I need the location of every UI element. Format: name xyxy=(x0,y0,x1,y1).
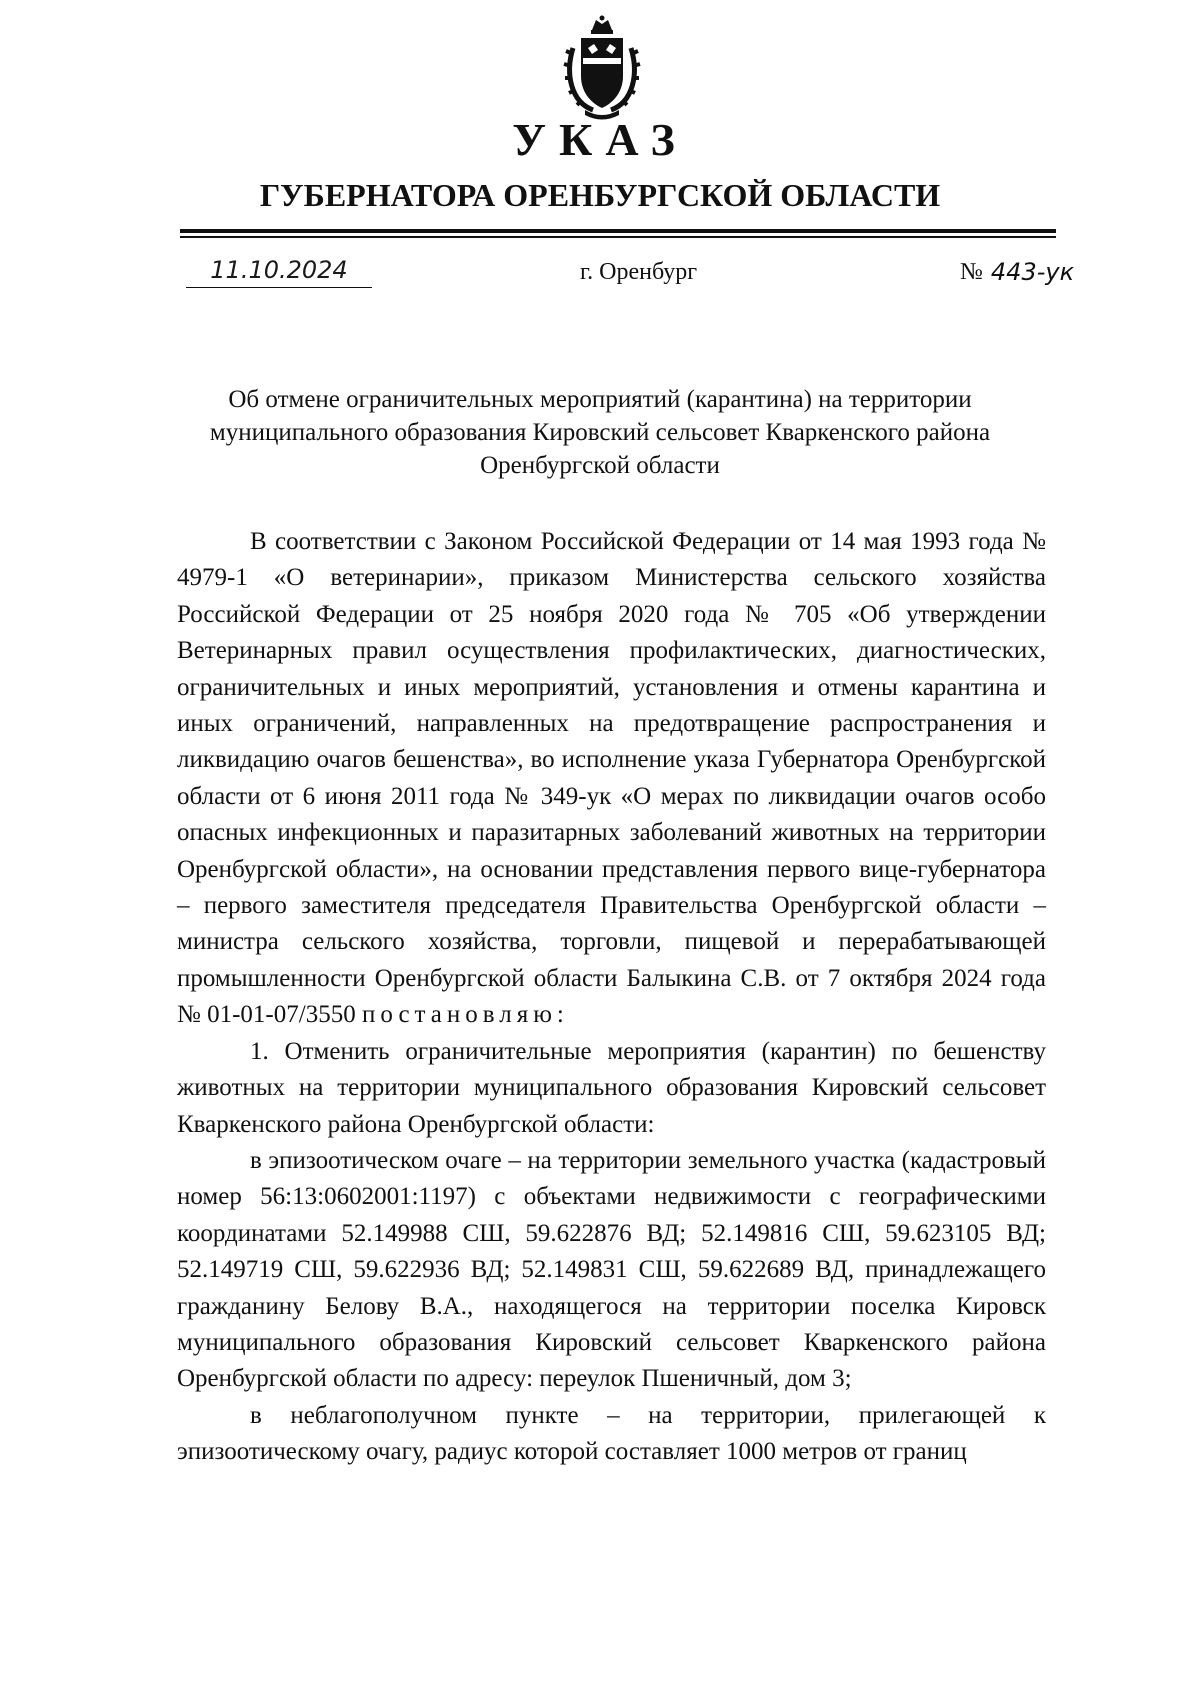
document-city: г. Оренбург xyxy=(580,259,698,285)
preamble-paragraph xyxy=(177,524,1046,1034)
document-title: УКАЗ xyxy=(512,114,688,165)
document-heading: Об отмене ограничительных мероприятий (карантина) на территории муниципального образования Кировский сельсовет Кваркенского района Оренбургской области xyxy=(209,386,991,479)
item-1-paragraph: 1. Отменить ограничительные мероприятия (карантин) по бешенству животных на территории муниципального образования Кировский сельсовет Кваркенского района Оренбургской области: xyxy=(177,1037,1046,1138)
coat-of-arms-icon xyxy=(563,14,641,120)
document-body xyxy=(177,524,1046,1471)
header-divider-thick xyxy=(180,229,1056,233)
zone-paragraph: в неблагополучном пункте – на территории, прилегающей к эпизоотическому очагу, радиус которой составляет 1000 метров от границ xyxy=(177,1401,1046,1466)
document-date: 11.10.2024 xyxy=(186,253,372,288)
document-number-value: 443-ук xyxy=(990,258,1075,287)
number-sign: № xyxy=(960,259,983,286)
decree-word: постановляю: xyxy=(361,1001,569,1029)
header-divider-thin xyxy=(180,236,1056,238)
document-number xyxy=(960,254,1091,289)
preamble-text: В соответствии с Законом Российской Федерации от 14 мая 1993 года № 4979-1 «О ветеринарии», приказом Министерства сельского хозяйства Российской Федерации от 25 ноября 2020 года № 705 «Об утверждении Ветеринарных правил осуществления профилактических, диагностических, ограничительных и иных мероприятий, установления и отмены карантина и иных ограничений, направленных на предотвращение распространения и ликвидацию очагов бешенства», во исполнение указа Губернатора Оренбургской области от 6 июня 2011 года № 349-ук «О мерах по ликвидации очагов особо опасных инфекционных и паразитарных заболеваний животных на территории Оренбургской области», на основании представления первого вице-губернатора – первого заместителя председателя Правительства Оренбургской области – министра сельского хозяйства, торговли, пищевой и перерабатывающей промышленности Оренбургской области Балыкина С.В. от 7 октября 2024 года № 01-01-07/3550 xyxy=(177,528,1046,1029)
focus-paragraph: в эпизоотическом очаге – на территории земельного участка (кадастровый номер 56:13:0602001:1197) с объектами недвижимости с географическими координатами 52.149988 СШ, 59.622876 ВД; 52.149816 СШ, 59.623105 ВД; 52.149719 СШ, 59.622936 ВД; 52.149831 СШ, 59.622689 ВД, принадлежащего гражданину Белову В.А., находящегося на территории поселка Кировск муниципального образования Кировский сельсовет Кваркенского района Оренбургской области по адресу: переулок Пшеничный, дом 3; xyxy=(177,1146,1046,1393)
document-subtitle: ГУБЕРНАТОРА ОРЕНБУРГСКОЙ ОБЛАСТИ xyxy=(259,177,941,213)
